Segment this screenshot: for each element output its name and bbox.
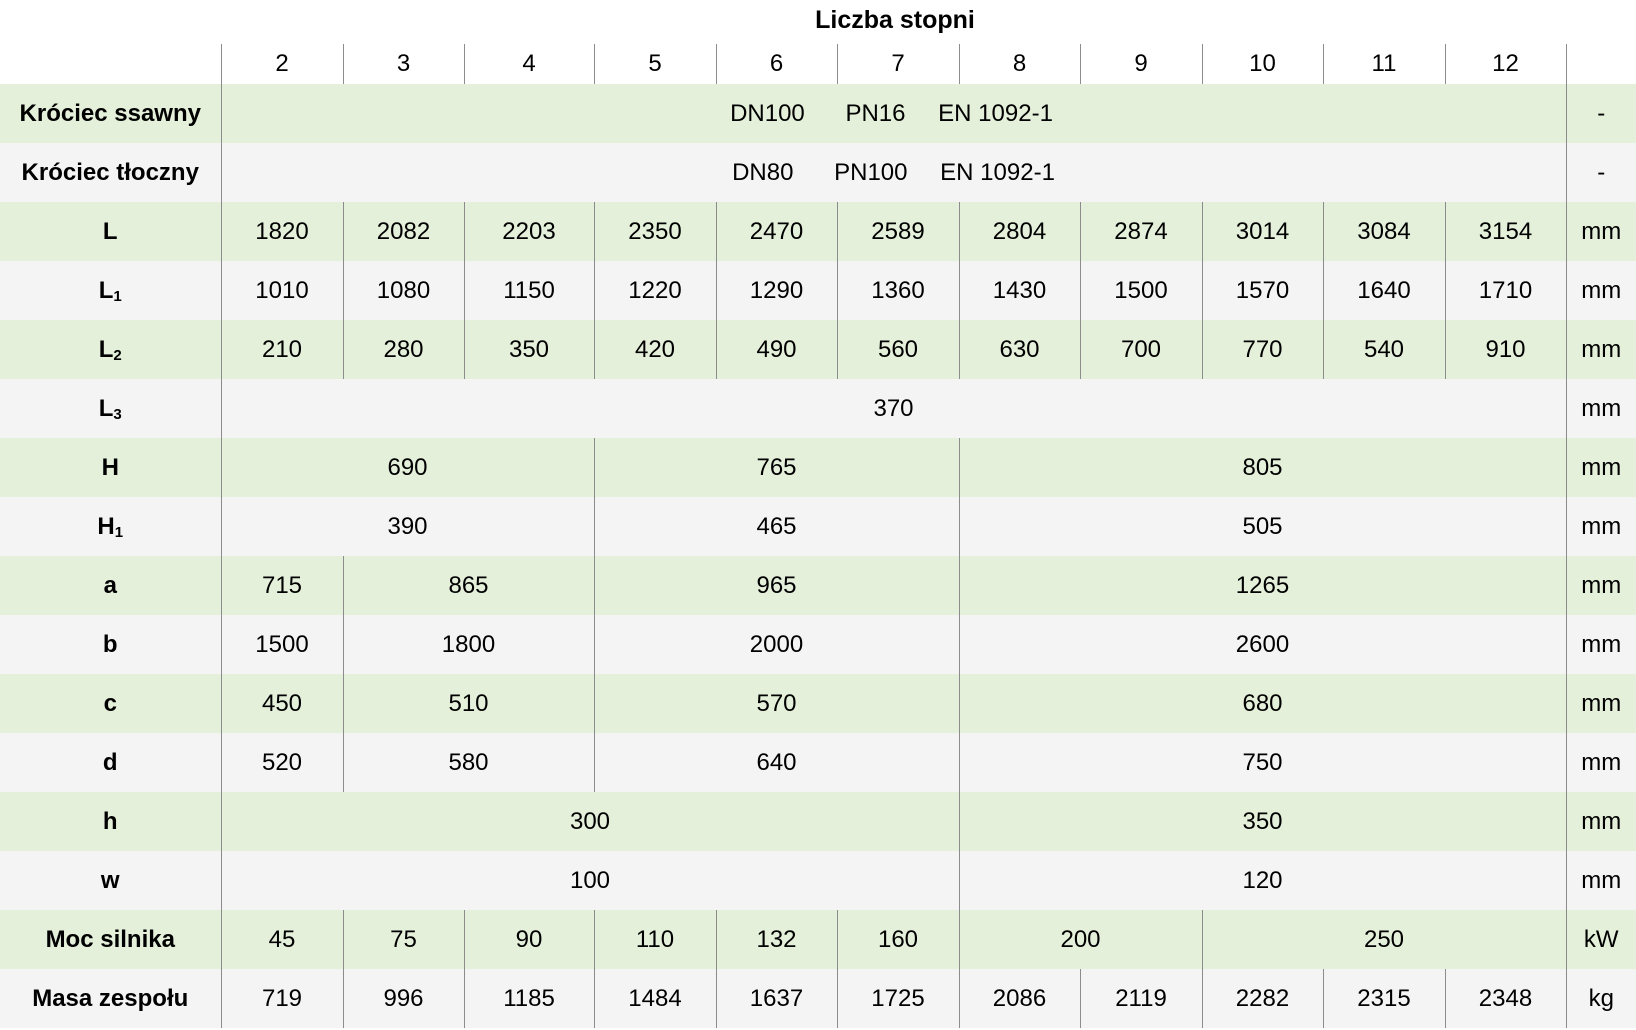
value-cell: 210 bbox=[221, 320, 343, 379]
stage-header: 10 bbox=[1202, 44, 1323, 84]
flange-en: EN 1092-1 bbox=[938, 99, 1053, 127]
value-cell: 1220 bbox=[594, 261, 716, 320]
table-row-H bbox=[0, 438, 1636, 497]
value-cell: 100 bbox=[221, 851, 959, 910]
value-cell: 630 bbox=[959, 320, 1080, 379]
value-cell: 2350 bbox=[594, 202, 716, 261]
value-cell: 1640 bbox=[1323, 261, 1445, 320]
value-cell: 280 bbox=[343, 320, 464, 379]
header-empty-cell bbox=[0, 44, 221, 84]
table-title: Liczba stopni bbox=[815, 6, 975, 34]
value-cell: 350 bbox=[959, 792, 1566, 851]
row-label-main: H bbox=[97, 512, 115, 540]
unit-cell: kg bbox=[1566, 969, 1636, 1028]
unit-cell: mm bbox=[1566, 733, 1636, 792]
row-label-sub: 2 bbox=[113, 346, 122, 364]
row-label: c bbox=[0, 674, 221, 733]
value-cell: 1484 bbox=[594, 969, 716, 1028]
value-cell: 1290 bbox=[716, 261, 837, 320]
value-cell: 580 bbox=[343, 733, 594, 792]
unit-cell: mm bbox=[1566, 261, 1636, 320]
unit-cell: - bbox=[1566, 143, 1636, 202]
value-cell: 2282 bbox=[1202, 969, 1323, 1028]
flange-pn: PN16 bbox=[845, 99, 906, 127]
unit-cell: mm bbox=[1566, 792, 1636, 851]
table-row-b bbox=[0, 615, 1636, 674]
unit-cell: mm bbox=[1566, 438, 1636, 497]
value-cell: 910 bbox=[1445, 320, 1566, 379]
table-row-a bbox=[0, 556, 1636, 615]
value-cell: 390 bbox=[221, 497, 594, 556]
row-label: b bbox=[0, 615, 221, 674]
value-cell: 2119 bbox=[1080, 969, 1202, 1028]
value-cell: 715 bbox=[221, 556, 343, 615]
stage-header: 7 bbox=[837, 44, 959, 84]
value-cell: 450 bbox=[221, 674, 343, 733]
row-label bbox=[0, 497, 221, 556]
value-cell: 560 bbox=[837, 320, 959, 379]
value-cell: 2082 bbox=[343, 202, 464, 261]
value-cell: 2874 bbox=[1080, 202, 1202, 261]
flange-dn: DN100 bbox=[730, 99, 805, 127]
row-label: Króciec ssawny bbox=[0, 84, 221, 143]
value-cell: 540 bbox=[1323, 320, 1445, 379]
value-cell: 2470 bbox=[716, 202, 837, 261]
row-label-main: L bbox=[98, 276, 114, 304]
value-cell: 75 bbox=[343, 910, 464, 969]
value-cell: 3014 bbox=[1202, 202, 1323, 261]
value-cell: 2348 bbox=[1445, 969, 1566, 1028]
row-label: Masa zespołu bbox=[0, 969, 221, 1028]
value-cell: 1800 bbox=[343, 615, 594, 674]
row-label: L bbox=[0, 202, 221, 261]
flange-en: EN 1092-1 bbox=[940, 158, 1055, 186]
value-cell: 700 bbox=[1080, 320, 1202, 379]
value-cell: 465 bbox=[594, 497, 959, 556]
value-cell: 45 bbox=[221, 910, 343, 969]
unit-cell: mm bbox=[1566, 556, 1636, 615]
row-label: w bbox=[0, 851, 221, 910]
row-label-sub: 1 bbox=[114, 523, 124, 541]
value-cell: 370 bbox=[221, 379, 1566, 438]
value-cell: 996 bbox=[343, 969, 464, 1028]
value-cell: 1500 bbox=[1080, 261, 1202, 320]
unit-header-empty bbox=[1566, 44, 1636, 84]
row-label-main: L bbox=[98, 394, 114, 422]
unit-cell: kW bbox=[1566, 910, 1636, 969]
value-cell: 110 bbox=[594, 910, 716, 969]
value-cell: 865 bbox=[343, 556, 594, 615]
stage-header: 5 bbox=[594, 44, 716, 84]
flange-pn: PN100 bbox=[834, 158, 908, 186]
unit-cell: mm bbox=[1566, 202, 1636, 261]
value-cell: 640 bbox=[594, 733, 959, 792]
value-cell: 2804 bbox=[959, 202, 1080, 261]
table-row-krociec-ssawny bbox=[0, 84, 1636, 143]
unit-cell: mm bbox=[1566, 379, 1636, 438]
value-cell: 3084 bbox=[1323, 202, 1445, 261]
stage-header: 6 bbox=[716, 44, 837, 84]
value-cell: 505 bbox=[959, 497, 1566, 556]
value-cell: 765 bbox=[594, 438, 959, 497]
value-cell: 132 bbox=[716, 910, 837, 969]
value-cell: 1265 bbox=[959, 556, 1566, 615]
flange-dn: DN80 bbox=[732, 158, 794, 186]
stage-header: 11 bbox=[1323, 44, 1445, 84]
table-row-d bbox=[0, 733, 1636, 792]
row-label bbox=[0, 379, 221, 438]
value-cell: 1500 bbox=[221, 615, 343, 674]
header-row bbox=[0, 44, 1636, 84]
unit-cell: mm bbox=[1566, 497, 1636, 556]
value-cell: 490 bbox=[716, 320, 837, 379]
row-label-sub: 1 bbox=[113, 287, 122, 305]
row-label: h bbox=[0, 792, 221, 851]
value-cell: 1637 bbox=[716, 969, 837, 1028]
unit-cell: mm bbox=[1566, 320, 1636, 379]
stage-header: 9 bbox=[1080, 44, 1202, 84]
value-cell: 1010 bbox=[221, 261, 343, 320]
value-cell: 570 bbox=[594, 674, 959, 733]
value-cell: 1150 bbox=[464, 261, 594, 320]
table-row-H1 bbox=[0, 497, 1636, 556]
value-cell: 805 bbox=[959, 438, 1566, 497]
value-cell: 680 bbox=[959, 674, 1566, 733]
value-cell: 90 bbox=[464, 910, 594, 969]
value-cell: 690 bbox=[221, 438, 594, 497]
row-label: d bbox=[0, 733, 221, 792]
value-cell: 200 bbox=[959, 910, 1202, 969]
stage-header: 8 bbox=[959, 44, 1080, 84]
table-row-moc-silnika bbox=[0, 910, 1636, 969]
value-cell: 2589 bbox=[837, 202, 959, 261]
table-row-w bbox=[0, 851, 1636, 910]
unit-cell: mm bbox=[1566, 674, 1636, 733]
value-cell: 1080 bbox=[343, 261, 464, 320]
value-cell: 1725 bbox=[837, 969, 959, 1028]
flange-spec bbox=[221, 143, 1566, 202]
value-cell: 2000 bbox=[594, 615, 959, 674]
unit-cell: mm bbox=[1566, 851, 1636, 910]
stage-header: 4 bbox=[464, 44, 594, 84]
table-row-L bbox=[0, 202, 1636, 261]
flange-spec bbox=[221, 84, 1566, 143]
unit-cell: mm bbox=[1566, 615, 1636, 674]
value-cell: 1710 bbox=[1445, 261, 1566, 320]
row-label: Moc silnika bbox=[0, 910, 221, 969]
value-cell: 1185 bbox=[464, 969, 594, 1028]
value-cell: 420 bbox=[594, 320, 716, 379]
table-row-L1 bbox=[0, 261, 1636, 320]
value-cell: 250 bbox=[1202, 910, 1566, 969]
value-cell: 2315 bbox=[1323, 969, 1445, 1028]
value-cell: 1820 bbox=[221, 202, 343, 261]
value-cell: 750 bbox=[959, 733, 1566, 792]
value-cell: 120 bbox=[959, 851, 1566, 910]
row-label bbox=[0, 320, 221, 379]
table-row-h bbox=[0, 792, 1636, 851]
stage-header: 12 bbox=[1445, 44, 1566, 84]
value-cell: 1360 bbox=[837, 261, 959, 320]
row-label-sub: 3 bbox=[113, 405, 122, 423]
unit-cell: - bbox=[1566, 84, 1636, 143]
table-row-L2 bbox=[0, 320, 1636, 379]
value-cell: 770 bbox=[1202, 320, 1323, 379]
value-cell: 2086 bbox=[959, 969, 1080, 1028]
value-cell: 300 bbox=[221, 792, 959, 851]
value-cell: 1570 bbox=[1202, 261, 1323, 320]
table-row-masa-zespolu bbox=[0, 969, 1636, 1028]
value-cell: 2600 bbox=[959, 615, 1566, 674]
row-label: Króciec tłoczny bbox=[0, 143, 221, 202]
value-cell: 160 bbox=[837, 910, 959, 969]
value-cell: 2203 bbox=[464, 202, 594, 261]
row-label bbox=[0, 261, 221, 320]
table-row-krociec-tloczny bbox=[0, 143, 1636, 202]
row-label: a bbox=[0, 556, 221, 615]
value-cell: 965 bbox=[594, 556, 959, 615]
value-cell: 1430 bbox=[959, 261, 1080, 320]
value-cell: 3154 bbox=[1445, 202, 1566, 261]
value-cell: 520 bbox=[221, 733, 343, 792]
value-cell: 350 bbox=[464, 320, 594, 379]
row-label-main: L bbox=[98, 335, 114, 363]
value-cell: 510 bbox=[343, 674, 594, 733]
spec-table bbox=[0, 44, 1636, 1028]
stage-header: 2 bbox=[221, 44, 343, 84]
table-row-c bbox=[0, 674, 1636, 733]
stage-header: 3 bbox=[343, 44, 464, 84]
row-label: H bbox=[0, 438, 221, 497]
value-cell: 719 bbox=[221, 969, 343, 1028]
table-row-L3 bbox=[0, 379, 1636, 438]
